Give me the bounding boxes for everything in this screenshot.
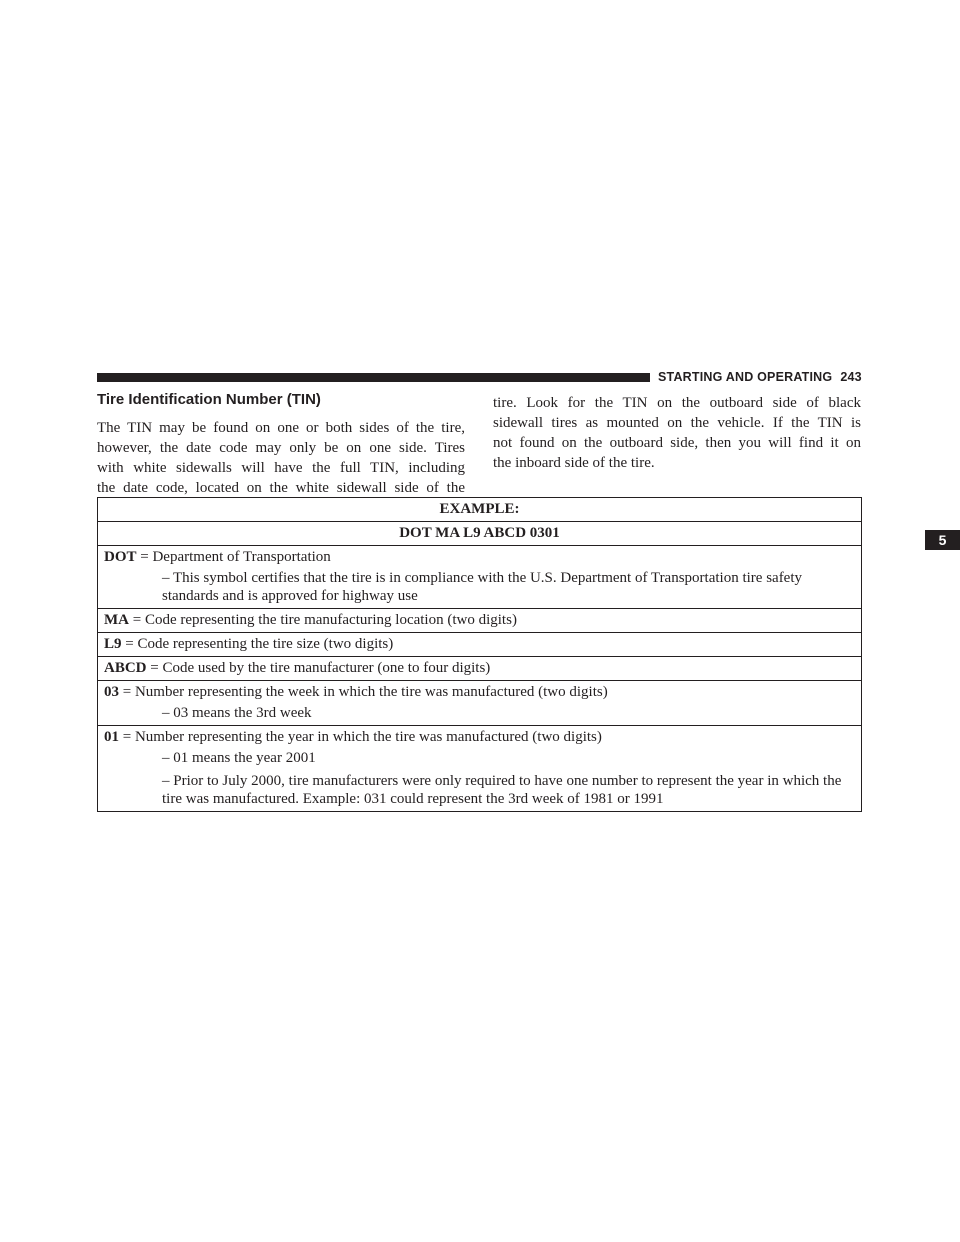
code-description: = Number representing the week in which the tire was manufactured (two digits) <box>122 684 608 700</box>
code-note: – Prior to July 2000, tire manufacturers were only required to have one number to represent the year in which the tire was manufactured. Example: 031 could represent the 3rd week of 1981 or 1991 <box>162 773 842 807</box>
code-description: = Code used by the tire manufacturer (one to four digits) <box>150 660 491 676</box>
code-label: MA <box>104 612 129 628</box>
code-label: ABCD <box>104 660 147 676</box>
code-label: 03 <box>104 684 119 700</box>
body-line: sidewall tires as mounted on the vehicle. If the TIN is <box>493 415 861 431</box>
code-note: – This symbol certifies that the tire is in compliance with the U.S. Department of Transportation tire safety standards and is approved for highway use <box>162 570 803 604</box>
table-row <box>98 633 862 657</box>
code-note: – 03 means the 3rd week <box>162 705 312 721</box>
header-rule <box>97 373 650 382</box>
page-number: 243 <box>840 370 862 384</box>
table-row <box>98 726 862 812</box>
code-label: 01 <box>104 729 119 745</box>
table-cell <box>98 546 862 609</box>
table-cell <box>98 657 862 681</box>
table-row <box>98 609 862 633</box>
running-header <box>658 370 862 384</box>
section-title: Tire Identification Number (TIN) <box>97 391 321 408</box>
code-label: L9 <box>104 636 122 652</box>
body-line: tire. Look for the TIN on the outboard side of black <box>493 395 861 411</box>
body-line: the inboard side of the tire. <box>493 455 655 471</box>
code-label: DOT <box>104 549 137 565</box>
code-description: = Department of Transportation <box>140 549 331 565</box>
example-code: DOT MA L9 ABCD 0301 <box>98 522 862 546</box>
code-description: = Number representing the year in which the tire was manufactured (two digits) <box>122 729 602 745</box>
table-row <box>98 681 862 726</box>
chapter-tab: 5 <box>925 530 960 550</box>
body-line: The TIN may be found on one or both sides of the tire, <box>97 420 465 436</box>
body-line: with white sidewalls will have the full TIN, including <box>97 460 465 476</box>
code-note: – 01 means the year 2001 <box>162 750 316 766</box>
table-cell <box>98 633 862 657</box>
table-row <box>98 498 862 522</box>
body-column-right <box>493 393 861 473</box>
table-cell <box>98 609 862 633</box>
table-row <box>98 522 862 546</box>
body-line: however, the date code may only be on one side. Tires <box>97 440 465 456</box>
table-heading: EXAMPLE: <box>98 498 862 522</box>
code-description: = Code representing the tire manufacturing location (two digits) <box>132 612 517 628</box>
table-cell <box>98 681 862 726</box>
body-line: the date code, located on the white sidewall side of the <box>97 480 465 496</box>
code-description: = Code representing the tire size (two digits) <box>125 636 394 652</box>
table-row <box>98 546 862 609</box>
table-row <box>98 657 862 681</box>
body-column-left <box>97 418 465 498</box>
table-cell <box>98 726 862 812</box>
body-line: not found on the outboard side, then you will find it on <box>493 435 861 451</box>
section-name: STARTING AND OPERATING <box>658 370 833 384</box>
tin-example-table <box>97 497 862 812</box>
